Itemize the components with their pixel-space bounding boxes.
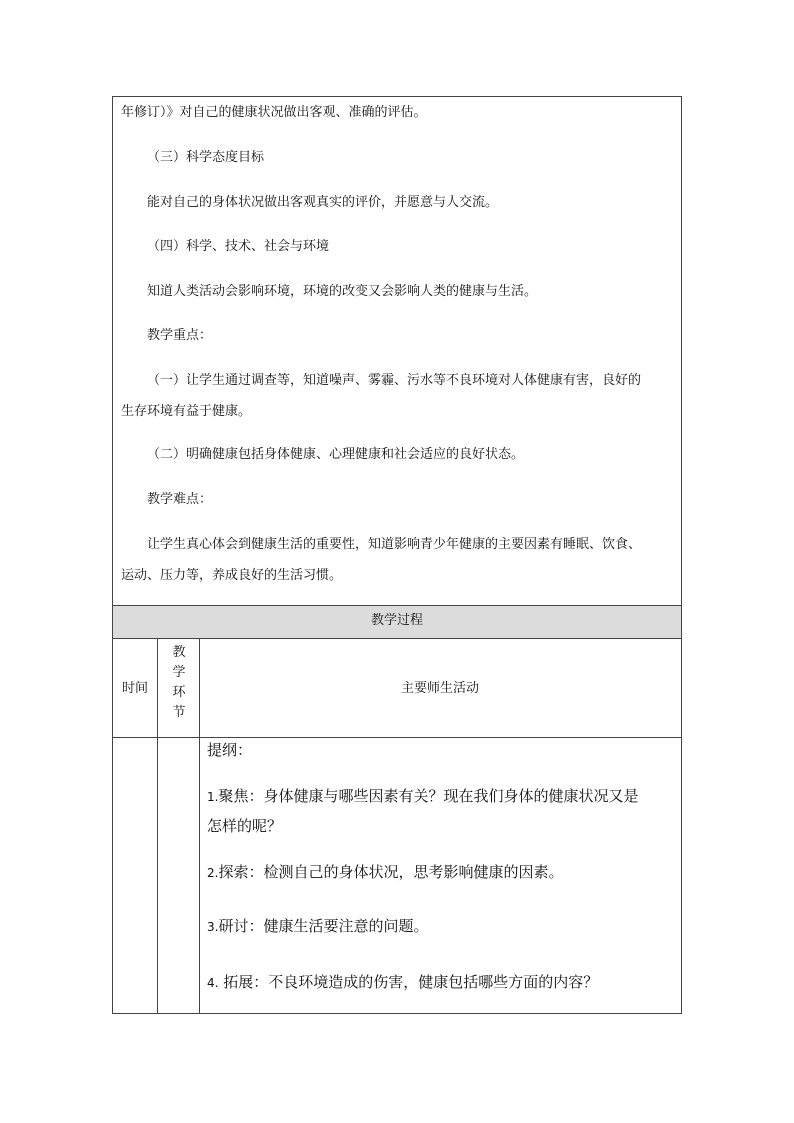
outline-item-4 [207,969,675,997]
heading-sts-goal: （四）科学、技术、社会与环境 [147,239,330,254]
heading-attitude-goal: （三）科学态度目标 [147,150,265,165]
key-points-label: 教学重点： [147,328,213,343]
column-header-time: 时间 [121,681,148,696]
column-header-stage [158,643,200,723]
difficulty-line2: 运动、压力等，养成良好的生活习惯。 [121,568,343,583]
stage-char: 学 [172,665,186,680]
item-number: 1. [207,790,219,804]
sts-goal-text: 知道人类活动会影响环境，环境的改变又会影响人类的健康与生活。 [147,284,538,299]
outline-label: 提纲： [207,741,253,759]
key-point-2: （二）明确健康包括身体健康、心理健康和社会适应的良好状态。 [147,447,525,462]
lesson-plan-table [112,96,682,1014]
objective-continuation: 年修订）》对自己的健康状况做出客观、准确的评估。 [121,105,427,120]
difficulty-label: 教学难点： [147,492,213,507]
key-point-1-line1: （一）让学生通过调查等，知道噪声、雾霾、污水等不良环境对人体健康有害，良好的 [147,373,642,388]
item-number: 4. [207,976,219,990]
outline-item-2 [207,859,675,887]
item-number: 2. [207,866,219,880]
stage-char: 教 [172,645,186,660]
key-point-1-line2: 生存环境有益于健康。 [121,404,252,419]
item-text: 探索：检测自己的身体状况，思考影响健康的因素。 [218,863,564,881]
column-header-activity: 主要师生活动 [400,681,479,696]
process-header: 教学过程 [113,605,681,639]
outline-item-1-continued: 怎样的呢？ [207,817,283,835]
attitude-goal-text: 能对自己的身体状况做出客观真实的评价，并愿意与人交流。 [147,195,499,210]
stage-char: 环 [172,685,186,700]
outline-item-3 [207,913,675,941]
stage-char: 节 [172,705,186,720]
outline-item-1 [207,783,675,811]
item-text: 拓展：不良环境造成的伤害，健康包括哪些方面的内容？ [218,973,599,991]
item-text: 研讨：健康生活要注意的问题。 [218,917,429,935]
item-number: 3. [207,920,219,934]
difficulty-line1: 让学生真心体会到健康生活的重要性，知道影响青少年健康的主要因素有睡眠、饮食、 [147,537,642,552]
item-text: 聚焦：身体健康与哪些因素有关？现在我们身体的健康状况又是 [218,787,639,805]
